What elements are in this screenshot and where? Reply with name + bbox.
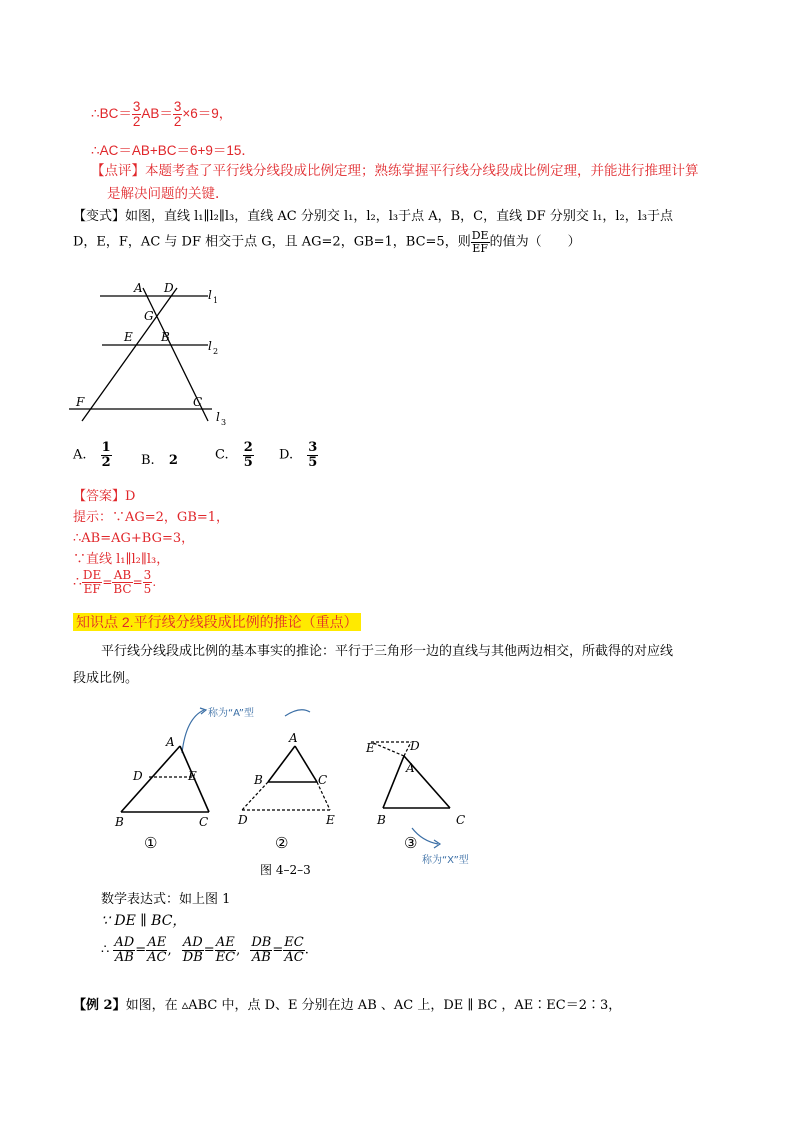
solution-line-ac: ∴AC＝AB+BC＝6+9＝15． — [91, 143, 255, 158]
math-proportions: ∴ $\frac{AD}{AB}$ = $\frac{AE}{AC}$ , $\frac{AD}{DB}$ = $\frac{AE}{EC}$ , $\frac{DB}{AB}$ = $\frac{EC}{AC}$ . — [101, 935, 309, 965]
answer-final: ∴ $\frac{DE}{EF}$ = $\frac{AB}{BC}$ = $\frac{3}{5}$ . — [73, 568, 157, 596]
hint-line-1: 提示：∵AG=2，GB=1， — [73, 510, 230, 525]
label-l2: l — [208, 339, 212, 353]
label-l1-sub: 1 — [213, 296, 219, 305]
label-l3: l — [216, 410, 220, 424]
fraction-de-ef: $\frac{DE}{EF}$ — [471, 229, 489, 255]
option-d[interactable] — [279, 441, 318, 469]
example-2 — [73, 994, 621, 1013]
label-g: G — [144, 309, 154, 323]
figure-number-2: ② — [275, 834, 289, 852]
t3-label-e: E — [366, 741, 375, 755]
example-2-text: 如图，在 ▵ABC 中，点 D、E 分别在边 AB 、AC 上，DE ∥ BC ，AE∶EC＝2∶3， — [125, 998, 622, 1013]
arrow-a-type — [182, 710, 204, 753]
variant-line-2-tail: 的值为（ ） — [489, 234, 581, 250]
option-c-letter: C. — [215, 447, 229, 463]
hint-line-3: ∵直线 l₁∥l₂∥l₃， — [73, 552, 170, 567]
review-line-1: 【点评】本题考查了平行线分线段成比例定理；熟练掌握平行线分线段成比例定理，并能进行推理计算 — [91, 163, 699, 179]
section-para-2: 段成比例。 — [73, 671, 139, 686]
label-f: F — [76, 395, 85, 409]
t1-label-e: E — [188, 769, 197, 783]
example-2-label: 【例 2】 — [73, 998, 126, 1013]
label-e: E — [124, 330, 133, 344]
figure-4-2-3 — [100, 696, 520, 886]
line-df — [82, 288, 177, 421]
t1-label-c: C — [199, 815, 209, 829]
label-l1: l — [208, 288, 212, 302]
note-a-type: 称为“A”型 — [208, 708, 254, 719]
fraction-ad-db: $\frac{AD}{DB}$ — [182, 935, 203, 965]
therefore-symbol: ∴ — [73, 574, 82, 591]
t3-label-b: B — [377, 813, 386, 827]
bc-prefix: ∴BC＝ — [91, 106, 132, 122]
option-c-fraction: $\frac{2}{5}$ — [243, 440, 253, 470]
arrow-a-tail — [285, 710, 310, 716]
option-a-letter: A. — [73, 447, 87, 463]
label-a: A — [134, 281, 143, 295]
bc-tail: ×6＝9， — [182, 106, 233, 122]
option-d-fraction: $\frac{3}{5}$ — [308, 440, 318, 470]
math-because-line: ∵ DE ∥ BC， — [101, 913, 187, 929]
fraction-de-ef-answer: $\frac{DE}{EF}$ — [82, 568, 102, 596]
section-para-1: 平行线分线段成比例的基本事实的推论：平行于三角形一边的直线与其他两边相交，所截得的对应线 — [101, 644, 674, 659]
label-b: B — [161, 330, 170, 344]
option-a[interactable] — [73, 441, 112, 469]
t3-label-c: C — [456, 813, 466, 827]
answer-label: 【答案】D — [73, 489, 136, 504]
option-b[interactable] — [141, 453, 178, 468]
figure-parallel-lines — [62, 278, 242, 428]
option-a-fraction: $\frac{1}{2}$ — [101, 440, 111, 470]
section-title-knowledge-2 — [73, 612, 361, 632]
t2-label-e: E — [326, 813, 335, 827]
figure-number-1: ① — [144, 834, 158, 852]
variant-line-2 — [73, 230, 581, 254]
fraction-ec-ac: $\frac{EC}{AC}$ — [284, 935, 304, 965]
math-expression-label: 数学表达式：如上图 1 — [101, 892, 231, 907]
t2-label-c: C — [318, 773, 328, 787]
t1-label-a: A — [166, 735, 175, 749]
t1-label-d: D — [133, 769, 143, 783]
note-x-type: 称为“X”型 — [422, 855, 469, 866]
t2-label-d: D — [238, 813, 248, 827]
ab-text: AB＝ — [141, 106, 173, 122]
variant-line-2-text: D，E，F，AC 与 DF 相交于点 G，且 AG=2，GB=1，BC=5，则 — [73, 234, 471, 250]
fraction-ab-bc-answer: $\frac{AB}{BC}$ — [113, 568, 132, 596]
figure-number-3: ③ — [404, 834, 418, 852]
variant-line-1: 【变式】如图，直线 l₁∥l₂∥l₃，直线 AC 分别交 l₁，l₂，l₃于点 A，B，C，直线 DF 分别交 l₁，l₂，l₃于点 — [73, 209, 674, 224]
fraction-ad-ab: $\frac{AD}{AB}$ — [114, 935, 135, 965]
figure-caption: 图 4–2–3 — [260, 863, 311, 877]
t3-label-d: D — [410, 739, 420, 753]
t1-label-b: B — [115, 815, 124, 829]
label-d: D — [164, 281, 174, 295]
review-line-2: 是解决问题的关键. — [107, 186, 220, 202]
option-d-letter: D. — [279, 447, 294, 463]
label-c: C — [193, 395, 203, 409]
fraction-3-5-answer: $\frac{3}{5}$ — [143, 568, 152, 596]
solution-line-bc — [91, 100, 232, 129]
fraction-ae-ac: $\frac{AE}{AC}$ — [147, 935, 167, 965]
fraction-db-ab: $\frac{DB}{AB}$ — [251, 935, 272, 965]
option-c[interactable] — [215, 441, 254, 469]
fraction-3-2-b: $\frac{3}{2}$ — [173, 99, 182, 130]
t2-label-a: A — [289, 731, 298, 745]
option-b-letter: B. — [141, 453, 155, 468]
t3-label-a: A — [406, 761, 415, 775]
label-l2-sub: 2 — [213, 347, 219, 356]
fraction-3-2: $\frac{3}{2}$ — [132, 99, 141, 130]
t2-label-b: B — [254, 773, 263, 787]
option-b-value: 2 — [168, 453, 178, 468]
hint-line-2: ∴AB=AG+BG=3， — [73, 531, 195, 546]
label-l3-sub: 3 — [221, 418, 227, 427]
fraction-ae-ec: $\frac{AE}{EC}$ — [215, 935, 236, 965]
section-title-text: 知识点 2.平行线分线段成比例的推论（重点） — [73, 613, 361, 631]
